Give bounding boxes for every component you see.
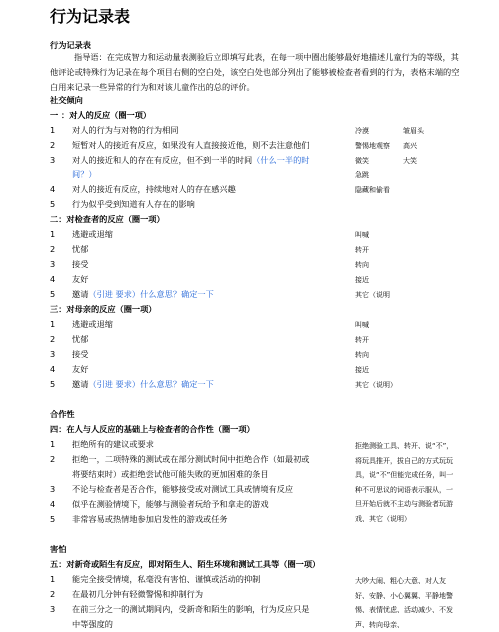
s1-item: 对人的接近有反应，持续地对人的存在感兴趣 — [72, 184, 236, 194]
obs-note: 转向 — [355, 351, 369, 359]
s2-num: 3 — [50, 259, 56, 269]
s2-num: 4 — [50, 274, 56, 284]
obs-note: 转开 — [355, 336, 369, 344]
s4-num: 1 — [50, 439, 56, 449]
s1-num: 4 — [50, 184, 56, 194]
s2-num: 1 — [50, 229, 56, 239]
heading-s4: 四：在人与人反应的基础上与检查者的合作性（圈一项） — [50, 424, 255, 434]
obs-note: 其它（说明 — [355, 291, 390, 299]
s1-item: 短暂对人的接近有反应，如果没有人直接接近他，则不去注意他们 — [72, 140, 310, 150]
obs-note: 转向 — [355, 261, 369, 269]
comment-link[interactable]: 间？） — [72, 169, 97, 179]
comment-link[interactable]: （引进 要求）什么意思？确定一下 — [88, 289, 214, 299]
s4-num: 4 — [50, 499, 56, 509]
s5-num: 1 — [50, 574, 56, 584]
s3-num: 2 — [50, 334, 56, 344]
s4-num: 3 — [50, 484, 56, 494]
s3-item: 友好 — [72, 364, 89, 374]
s1-num: 1 — [50, 125, 56, 135]
heading-s5: 五：对新奇或陌生有反应，即对陌生人、陌生环境和测试工具等（圈一项） — [50, 559, 321, 569]
s1-item: 对人的行为与对物的行为相同 — [72, 125, 179, 135]
s4-item-cont: 将要结束时）或拒绝尝试他可能失败的更加困难的条目 — [72, 469, 269, 479]
obs-note: 叫喊 — [355, 321, 369, 329]
guide-text: 指导语：在完成智力和运动量表测验后立即填写此表，在每一项中圈出能够最好地描述儿童行为的等级，其他评论或特殊行为记录在每个项目右侧的空白处，该空白处也部分列出了能够被检查者看到的行为，表格末端的空白用来记录一些异常的行为和对该儿童作出的总的评价。 — [50, 52, 460, 92]
s3-item: 邀请（引进 要求）什么意思？确定一下 — [72, 379, 214, 389]
obs-note: 转开 — [355, 246, 369, 254]
s4-item: 拒绝一，二项特殊的测试或在部分测试时间中拒绝合作（如最初或 — [72, 454, 310, 464]
obs-note: 警惕地观察 — [355, 142, 390, 150]
heading-social: 社交倾向 — [50, 95, 83, 105]
obs-note: 接近 — [355, 276, 369, 284]
s4-item: 非常容易或热情地参加启发性的游戏或任务 — [72, 514, 228, 524]
s3-num: 5 — [50, 379, 56, 389]
s2-num: 5 — [50, 289, 56, 299]
s5-side-notes: 大吵大闹、粗心大意、对人友好、安静、小心翼翼、平静地警惕、表情忧虑、活动减少、不发声、转向母亲、 — [355, 577, 453, 629]
s1-num: 5 — [50, 199, 56, 209]
obs-note: 微笑 — [355, 157, 369, 165]
obs-note: 急跳 — [355, 171, 369, 179]
obs-note: 隐藏和偷看 — [355, 186, 390, 194]
s2-num: 2 — [50, 244, 56, 254]
obs-note: 大笑 — [403, 157, 417, 165]
s3-item: 忧郁 — [72, 334, 89, 344]
s2-item: 忧郁 — [72, 244, 89, 254]
obs-note: 冷漠 — [355, 127, 369, 135]
s3-item: 接受 — [72, 349, 89, 359]
s4-item: 似乎在测验情境下，能够与测验者玩给予和拿走的游戏 — [72, 499, 269, 509]
s5-num: 3 — [50, 604, 56, 614]
doc-title: 行为记录表 — [50, 40, 91, 50]
heading-s2: 二：对检查者的反应（圈一项） — [50, 214, 165, 224]
s4-side-notes: 拒绝测验工具、转开、说“不”，将玩具推开，拔自己的方式玩玩具，说“不”但能完成任务，叫一种不可思议的词语表示服从，一旦开始后就不主动与测验者玩游戏、其它（说明） — [355, 442, 454, 523]
obs-note: 接近 — [355, 366, 369, 374]
page-title: 行为记录表 — [50, 7, 131, 26]
s2-item: 逃避或退缩 — [72, 229, 113, 239]
s1-num: 3 — [50, 155, 56, 165]
s4-num: 2 — [50, 454, 56, 464]
s4-item: 拒绝所有的建议或要求 — [72, 439, 154, 449]
comment-link[interactable]: （引进 要求）什么意思？确定一下 — [88, 379, 214, 389]
s5-num: 2 — [50, 589, 56, 599]
s5-item: 在最初几分钟有轻微警惕和抑制行为 — [72, 589, 204, 599]
heading-s1: 一 ：对人的反应（圈一项） — [50, 110, 152, 120]
s2-item: 友好 — [72, 274, 89, 284]
s5-item: 在前三分之一的测试期间内，受新奇和陌生的影响，行为反应只是 — [72, 604, 310, 614]
s1-item: 对人的接近和人的存在有反应，但不到一半的时间（什么一半的时 — [72, 155, 310, 165]
s3-num: 1 — [50, 319, 56, 329]
comment-link[interactable]: （什么一半的时 — [252, 155, 310, 165]
obs-note: 高兴 — [403, 142, 417, 150]
s4-num: 5 — [50, 514, 56, 524]
s3-num: 3 — [50, 349, 56, 359]
s1-num: 2 — [50, 140, 56, 150]
heading-coop: 合作性 — [50, 409, 75, 419]
heading-s3: 三：对母亲的反应（圈一项） — [50, 304, 157, 314]
s1-item: 行为似乎受到知道有人存在的影响 — [72, 199, 195, 209]
obs-note: 皱眉头 — [403, 127, 424, 135]
s2-item: 邀请（引进 要求）什么意思？确定一下 — [72, 289, 214, 299]
obs-note: 叫喊 — [355, 231, 369, 239]
heading-fear: 害怕 — [50, 544, 67, 554]
s5-item-cont: 中等强度的 — [72, 619, 113, 629]
s3-item: 逃避或退缩 — [72, 319, 113, 329]
obs-note: 其它（说明） — [355, 381, 397, 389]
s5-item: 能完全接受情境，私毫没有害怕、谨慎或活动的抑制 — [72, 574, 261, 584]
s2-item: 接受 — [72, 259, 89, 269]
s3-num: 4 — [50, 364, 56, 374]
s4-item: 不论与检查者是否合作，能够接受或对测试工具或情境有反应 — [72, 484, 294, 494]
